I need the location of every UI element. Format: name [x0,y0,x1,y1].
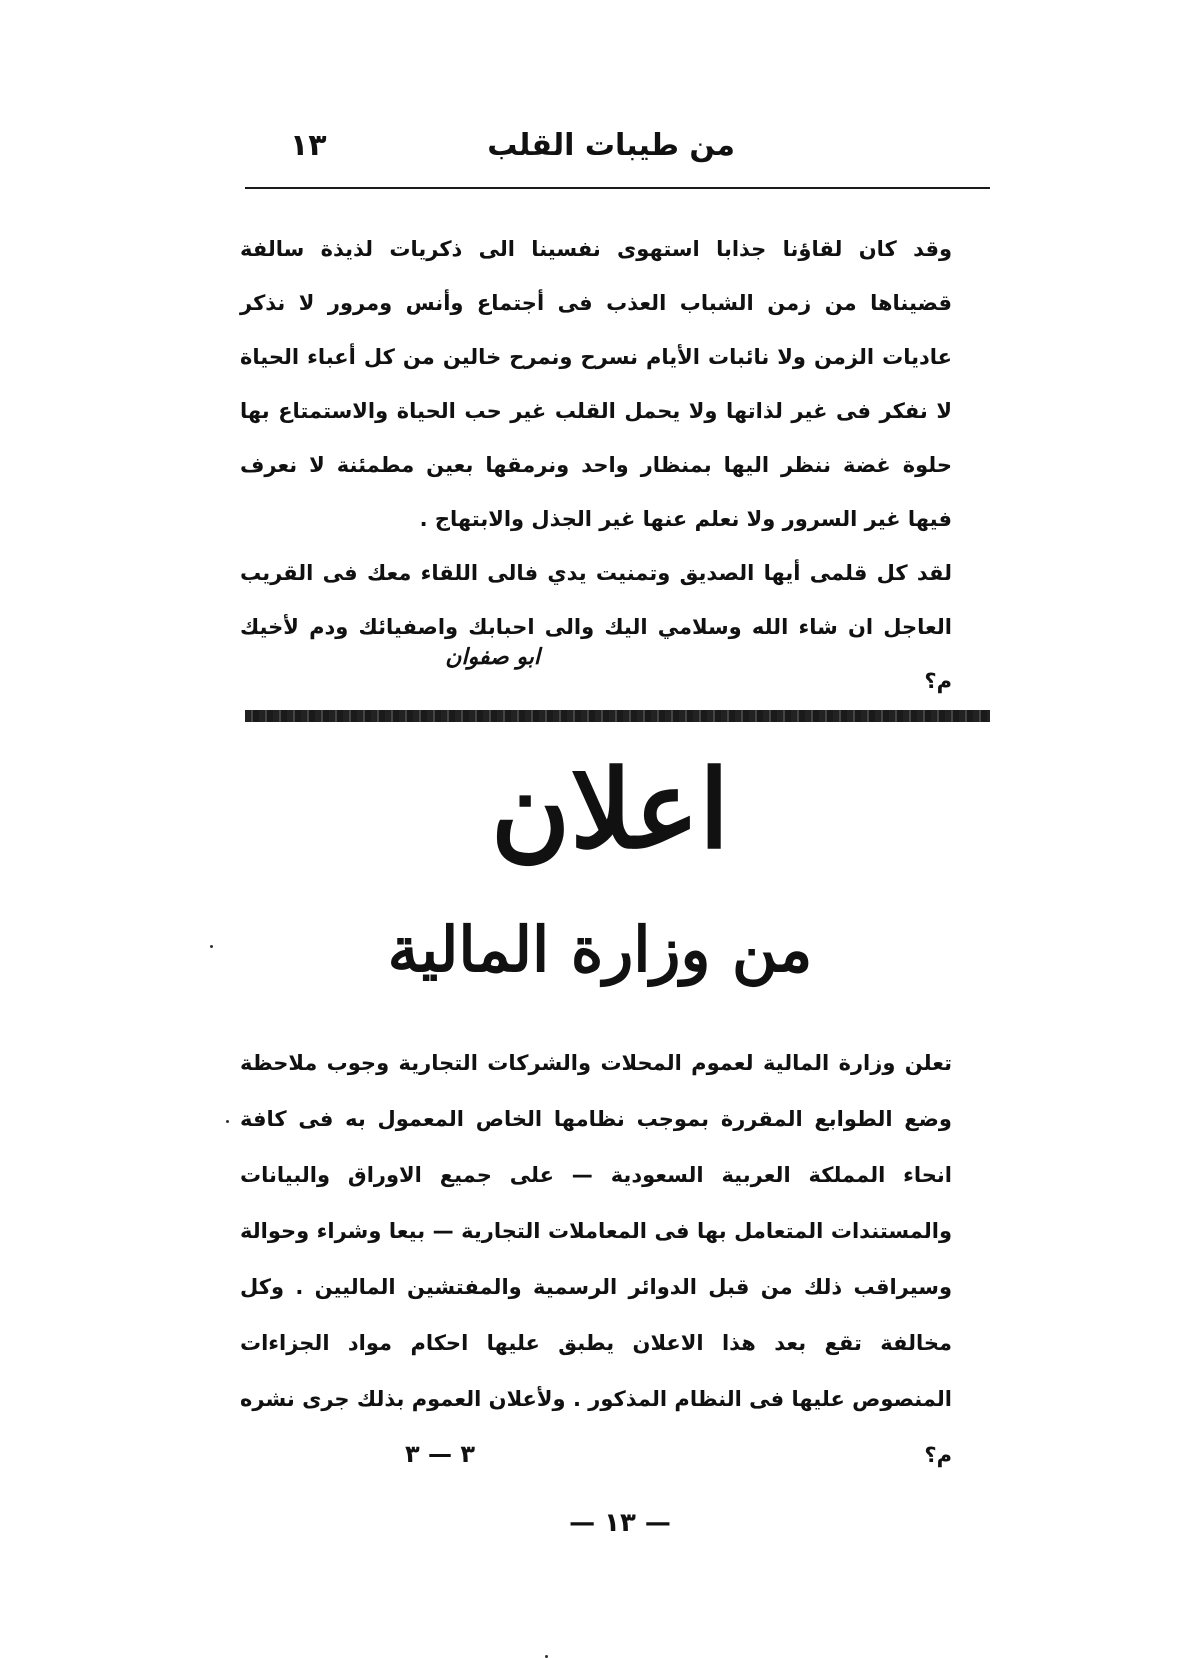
signature: ابو صفوان [445,645,540,670]
ink-speck [226,1120,229,1123]
advertisement-subtitle: من وزارة المالية [387,913,813,986]
header-rule [245,187,990,189]
letter-paragraph: وقد كان لقاؤنا جذابا استهوى نفسينا الى ذكريات لذيذة سالفة قضيناها من زمن الشباب العذب فى أجتماع وأنس ومرور لا نذكر عاديات الزمن ولا نائبات الأيام نسرح ونمرح خالين من كل أعباء الحياة لا نفكر فى غير لذاتها ولا يحمل القلب غير حب الحياة والاستمتاع بها حلوة غضة ننظر اليها بمنظار واحد ونرمقها بعين مطمئنة لا نعرف فيها غير السرور ولا نعلم عنها غير الجذل والابتهاج . [240,237,952,531]
letter-text [240,222,992,708]
running-head [245,128,990,178]
advertisement-paragraph: تعلن وزارة المالية لعموم المحلات والشركات التجارية وجوب ملاحظة وضع الطوابع المقررة بموجب نظامها الخاص المعمول به فى كافة انحاء المملكة العربية السعودية — على جميع الاوراق والبيانات والمستندات المتعامل بها فى المعاملات التجارية — بيعا وشراء وحوالة وسيراقب ذلك من قبل الدوائر الرسمية والمفتشين الماليين . وكل مخالفة تقع بعد هذا الاعلان يطبق عليها احكام مواد الجزاءات المنصوص عليها فى النظام المذكور . ولأعلان العموم بذلك جرى نشره م؟ [240,1051,952,1467]
page-folio: — ١٣ — [569,1508,671,1538]
letter-paragraph: لقد كل قلمى أيها الصديق وتمنيت يدي فالى اللقاء معك فى القريب العاجل ان شاء الله وسلامي اليك والى احبابك واصفيائك ودم لأخيك م؟ [240,561,952,693]
running-title: من طيبات القلب [487,128,735,163]
ink-speck [210,945,213,948]
advertisement-body [240,1035,992,1483]
header-page-number: ١٣ [290,128,327,163]
advertisement-date: ٣ — ٣ [404,1440,476,1468]
advertisement-title: اعلان [490,747,730,873]
section-divider [245,710,990,722]
